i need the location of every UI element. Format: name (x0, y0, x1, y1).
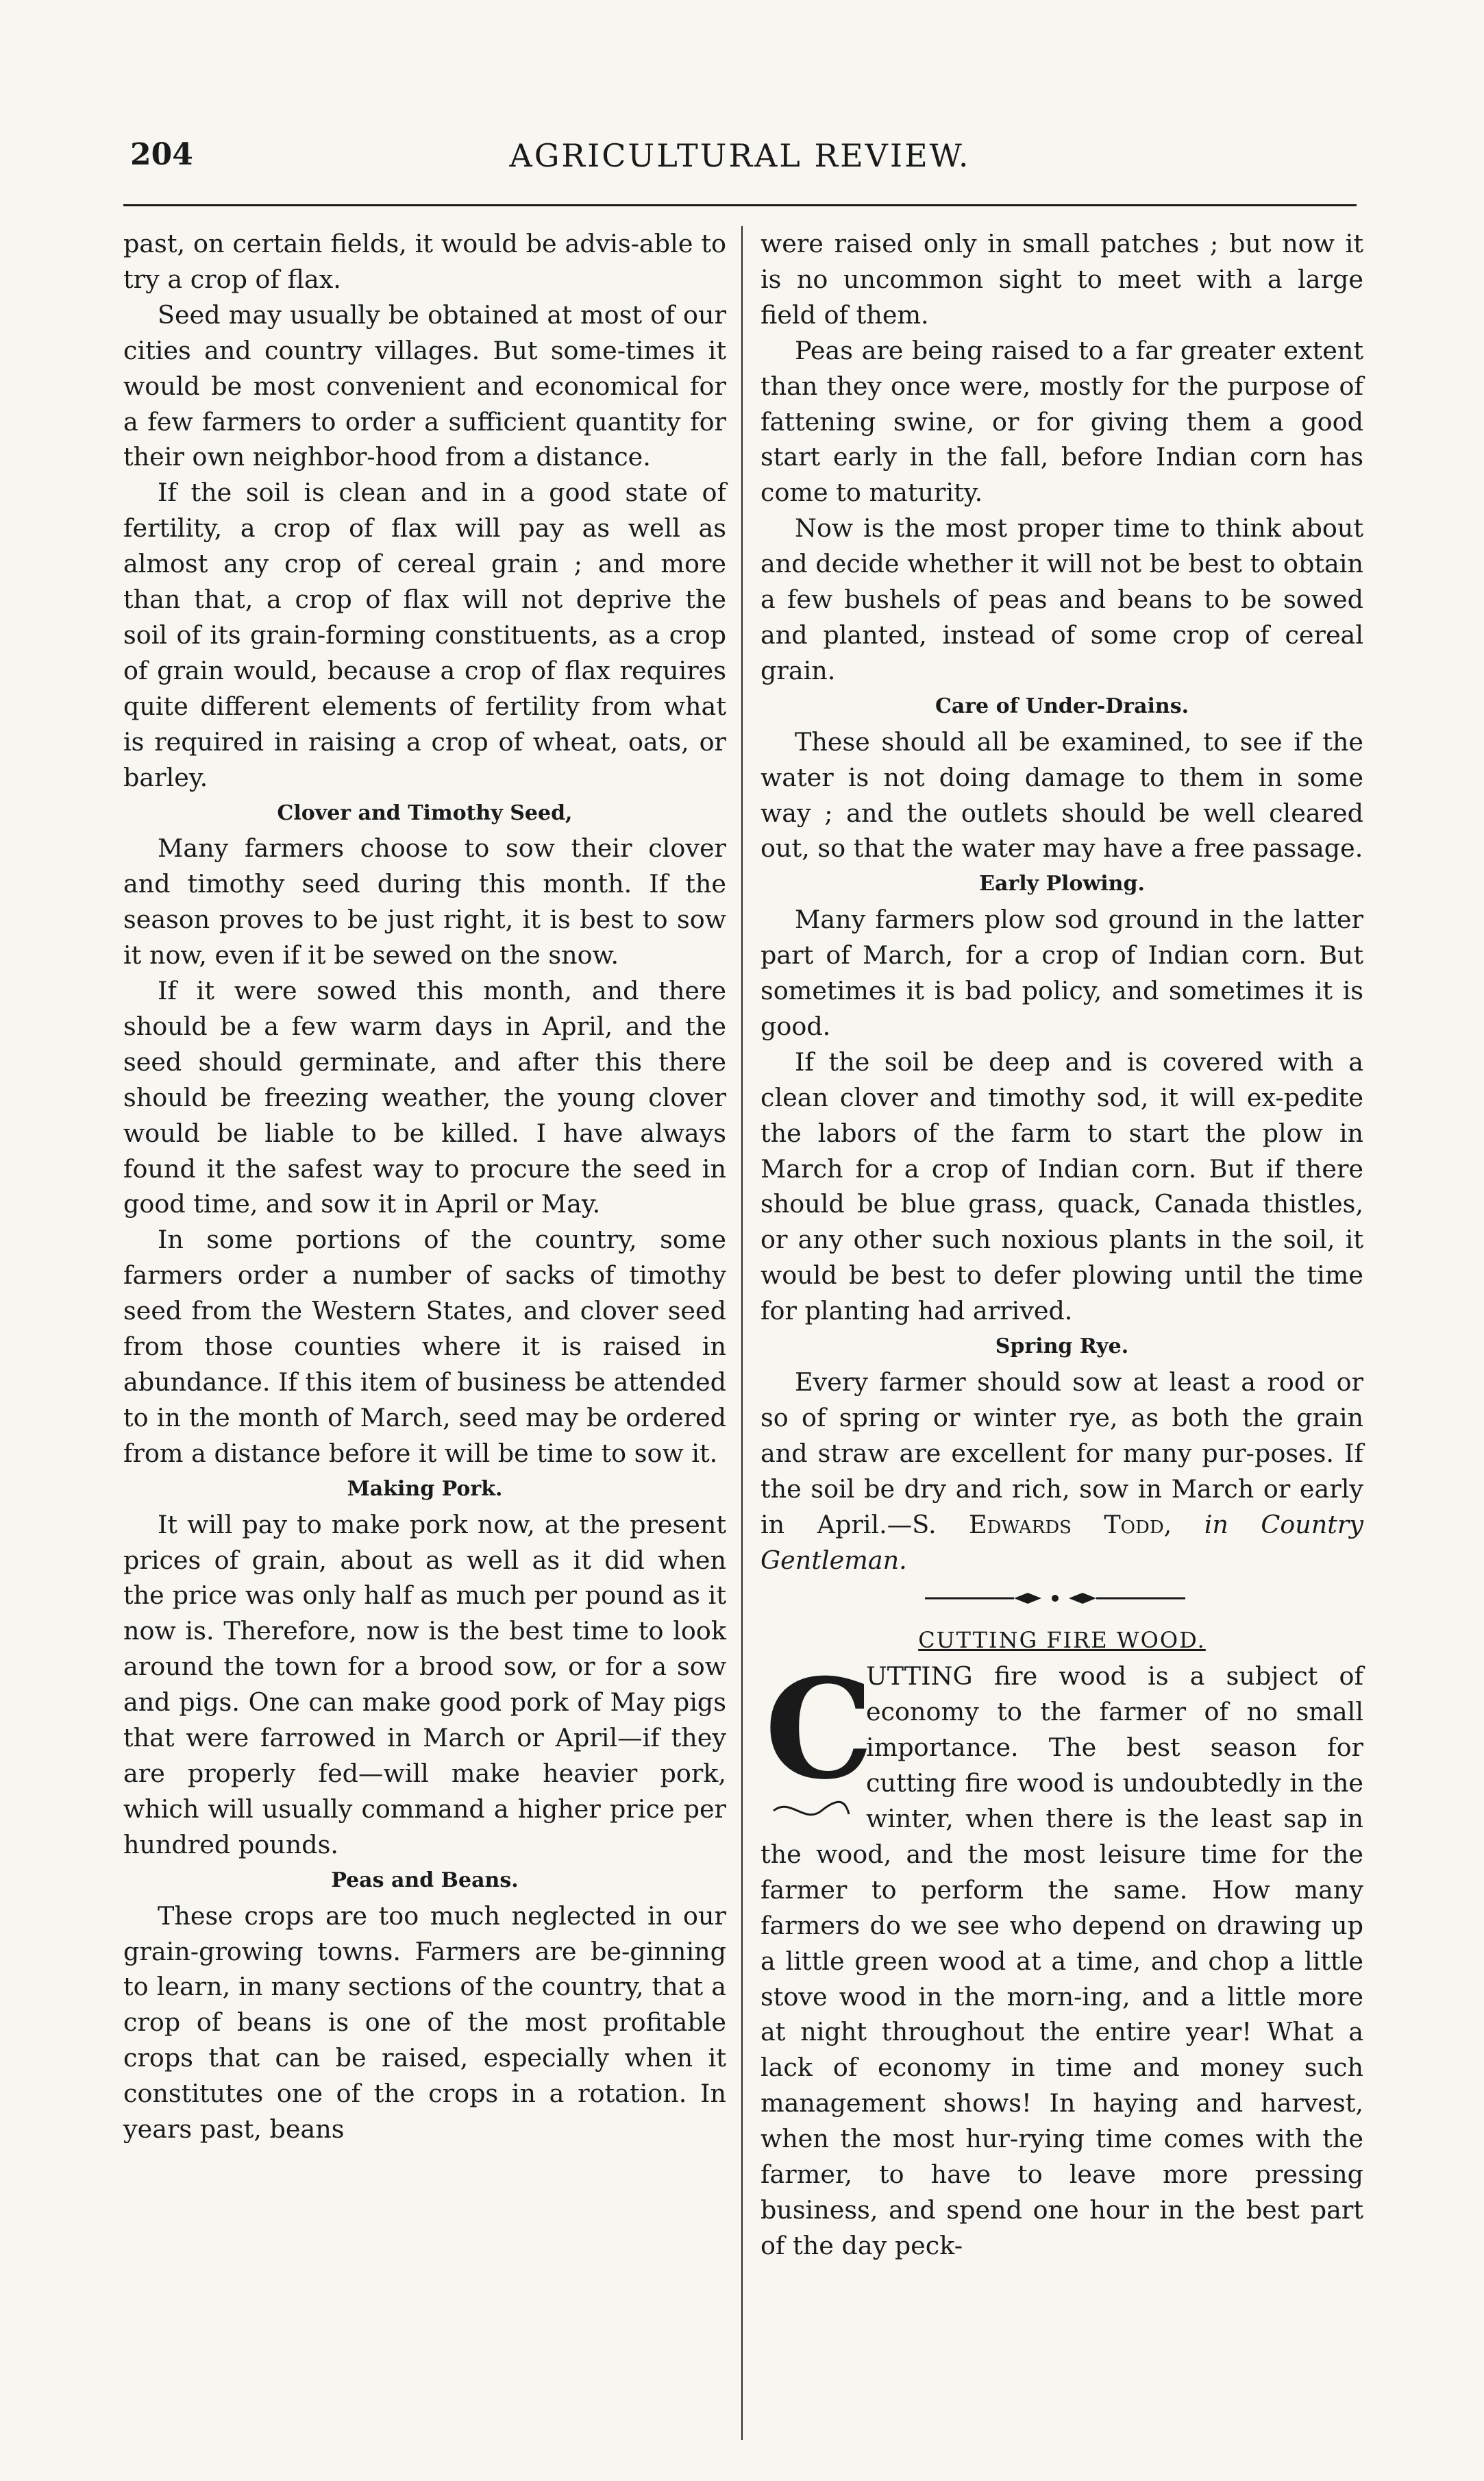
drop-cap-letter: C (765, 1649, 874, 1811)
section-heading-clover: Clover and Timothy Seed, (277, 800, 573, 825)
paragraph: These crops are too much neglected in our grain-growing towns. Farmers are be-ginning to learn, in many sections of the country, that a crop of beans is one of the most profitable crops that can be raised, especially when it constitutes one of the crops in a rotation. In years past, beans (123, 1901, 726, 2144)
paragraph: It will pay to make pork now, at the present prices of grain, about as well as it did when the price was only half as much per pound as it now is. Therefore, now is the best time to look around the town for a brood sow, or for a sow and pigs. One can make good pork of May pigs that were farrowed in March or April—if they are properly fed—will make heavier pork, which will usually command a higher price per hundred pounds. (123, 1509, 726, 1859)
page-number: 204 (130, 137, 193, 172)
paragraph: If the soil be deep and is covered with a clean clover and timothy sod, it will ex-pedite the labors of the farm to start the plow in March for a crop of Indian corn. But if there should be blue grass, quack, Canada thistles, or any other such noxious plants in the soil, it would be best to defer plowing until the time for planting had arrived. (760, 1047, 1363, 1326)
section-heading-pork: Making Pork. (347, 1476, 503, 1501)
header-rule (123, 204, 1357, 206)
source-name: in Country Gentleman. (760, 1509, 1363, 1575)
author-name: S. Edwards Todd, (912, 1509, 1172, 1539)
paragraph: In some portions of the country, some farmers order a number of sacks of timothy seed from the Western States, and clover seed from those counties where it is raised in abundance. If this item of business be attended to in the month of March, seed may be ordered from a distance before it will be time to sow it. (123, 1225, 726, 1468)
paragraph: UTTING fire wood is a subject of economy to the farmer of no small importance. The best season for cutting fire wood is undoubtedly in the winter, when there is the least sap in the wood, and the most leisure time for the farmer to perform the same. How many farmers do we see who depend on drawing up a little green wood at a time, and chop a little stove wood in the morn-ing, and a little more at night throughout the entire year! What a lack of economy in time and money such management shows! In haying and harvest, when the most hur-rying time comes with the farmer, to have to leave more pressing business, and spend one hour in the best part of the day peck- (760, 1661, 1363, 2260)
paragraph: Seed may usually be obtained at most of our cities and country villages. But some-times it would be most convenient and economical for a few farmers to order a sufficient quantity for their own neighbor-hood from a distance. (123, 300, 726, 472)
section-heading-drains: Care of Under-Drains. (935, 694, 1189, 718)
paragraph: past, on certain fields, it would be advis-able to try a crop of flax. (123, 229, 726, 294)
section-heading-plowing: Early Plowing. (979, 872, 1145, 896)
running-title: AGRICULTURAL REVIEW. (509, 137, 971, 174)
paragraph: Peas are being raised to a far greater extent than they once were, mostly for the purpose of fattening swine, or for giving them a good start early in the fall, before Indian corn has come to maturity. (760, 335, 1363, 508)
paragraph: If it were sowed this month, and there should be a few warm days in April, and the seed should germinate, and after this there should be freezing weather, the young clover would be liable to be killed. I have always found it the safest way to procure the seed in good time, and sow it in April or May. (123, 976, 726, 1219)
paragraph: were raised only in small patches ; but now it is no uncommon sight to meet with a large field of them. (760, 229, 1363, 330)
left-column (123, 226, 726, 2147)
ornament-rule-icon (925, 1590, 1185, 1606)
section-heading-rye: Spring Rye. (995, 1334, 1129, 1359)
right-column (760, 226, 1363, 2264)
paragraph-text: Every farmer should sow at least a rood or so of spring or winter rye, as both the grain and straw are excellent for many pur-poses. If the soil be dry and rich, sow in March or early in April.— (760, 1367, 1363, 1539)
column-divider (741, 226, 743, 2440)
flourish-icon (770, 1797, 852, 1824)
paragraph: Now is the most proper time to think about and decide whether it will not be best to obtain a few bushels of peas and beans to be sowed and planted, instead of some crop of cereal grain. (760, 513, 1363, 685)
paragraph (760, 1365, 1363, 1578)
drop-cap (765, 1649, 874, 1812)
section-heading-peas: Peas and Beans. (331, 1868, 519, 1892)
section-ornament (760, 1582, 1363, 1617)
paragraph: If the soil is clean and in a good state of fertility, a crop of flax will pay as well as almost any crop of cereal grain ; and more than that, a crop of flax will not deprive the soil of its grain-forming constituents, as a crop of grain would, because a crop of flax requires quite different elements of fertility from what is required in raising a crop of wheat, oats, or barley. (123, 478, 726, 792)
paragraph: These should all be examined, to see if the water is not doing damage to them in some way ; and the outlets should be well cleared out, so that the water may have a free passage. (760, 726, 1363, 864)
paragraph: Many farmers choose to sow their clover and timothy seed during this month. If the season proves to be just right, it is best to sow it now, even if it be sewed on the snow. (123, 833, 726, 970)
paragraph: Many farmers plow sod ground in the latter part of March, for a crop of Indian corn. But sometimes it is bad policy, and sometimes it is good. (760, 905, 1363, 1041)
page-header (130, 137, 1350, 192)
article-title: CUTTING FIRE WOOD. (918, 1627, 1206, 1654)
